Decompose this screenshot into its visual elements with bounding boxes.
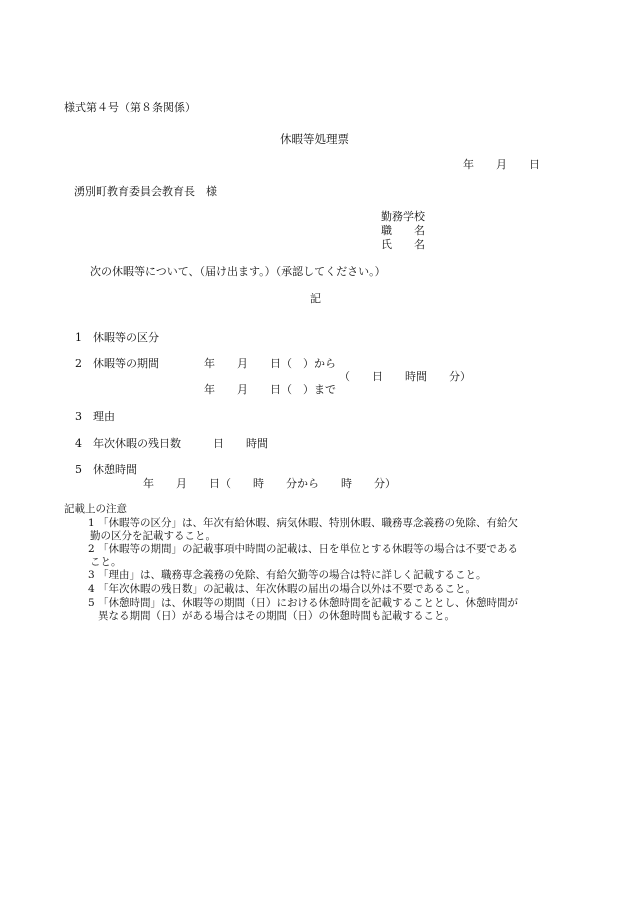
note-1-text: 「休暇等の区分」は、年次有給休暇、病気休暇、特別休暇、職務専念義務の免除、有給欠 [98, 517, 518, 529]
item-1-label: 休暇等の区分 [93, 331, 159, 344]
item-5-label: 休憩時間 [93, 463, 137, 476]
item-2-number: 2 [75, 357, 82, 370]
note-1-text-cont: 勤の区分を記載すること。 [90, 530, 216, 542]
note-4-text: 「年次休暇の残日数」の記載は、年次休暇の届出の場合以外は不要であること。 [98, 583, 476, 595]
rest-time-value: 年 月 日（ 時 分から 時 分） [143, 477, 396, 490]
item-4-number: 4 [75, 437, 82, 450]
note-5-number: 5 [88, 597, 95, 609]
item-3-label: 理由 [93, 410, 115, 423]
item-2-label: 休暇等の期間 [93, 357, 159, 370]
note-5-text-cont: 異なる期間（日）がある場合はその期間（日）の休憩時間も記載すること。 [98, 610, 455, 622]
notes-heading: 記載上の注意 [64, 503, 127, 515]
item-1-number: 1 [75, 331, 82, 344]
note-3-text: 「理由」は、職務専念義務の免除、有給欠勤等の場合は特に詳しく記載すること。 [98, 569, 487, 581]
note-5-text: 「休憩時間」は、休暇等の期間（日）における休憩時間を記載することとし、休憩時間が [98, 597, 518, 609]
sender-name-label: 氏 名 [381, 238, 425, 251]
intro-text: 次の休暇等について、（届け出ます。）（承認してください。） [90, 265, 386, 278]
form-title: 休暇等処理票 [280, 132, 349, 146]
note-2-number: 2 [88, 543, 95, 555]
period-to: 年 月 日（ ）まで [204, 383, 336, 396]
date-line: 年 月 日 [463, 158, 540, 171]
ki-heading: 記 [310, 292, 321, 305]
remaining-days-value: 日 時間 [213, 437, 268, 450]
period-from: 年 月 日（ ）から [204, 357, 336, 370]
sender-position-label: 職 名 [381, 224, 425, 237]
note-1-number: 1 [88, 517, 95, 529]
note-2-text: 「休暇等の期間」の記載事項中時間の記載は、日を単位とする休暇等の場合は不要である [98, 543, 518, 555]
item-5-number: 5 [75, 463, 82, 476]
item-4-label: 年次休暇の残日数 [93, 437, 181, 450]
note-2-text-cont: こと。 [90, 556, 122, 568]
form-number: 様式第４号（第８条関係） [64, 101, 196, 114]
note-3-number: 3 [88, 569, 95, 581]
note-4-number: 4 [88, 583, 95, 595]
sender-school-label: 勤務学校 [381, 210, 425, 223]
period-total: （ 日 時間 分） [339, 370, 471, 383]
addressee: 湧別町教育委員会教育長 様 [74, 185, 217, 198]
item-3-number: 3 [75, 410, 82, 423]
